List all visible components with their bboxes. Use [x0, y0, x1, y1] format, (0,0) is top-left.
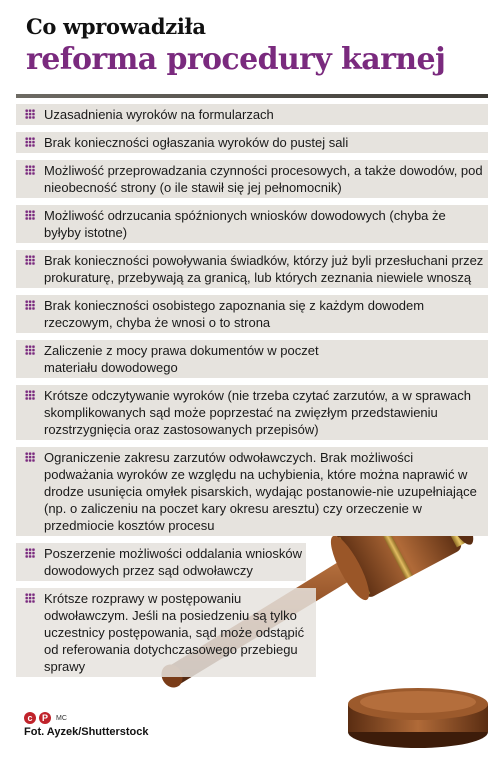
logo-suffix: MC — [56, 714, 67, 722]
photo-credit — [24, 712, 149, 738]
publisher-logo — [24, 712, 149, 724]
list-item — [16, 104, 488, 125]
dotted-square-icon — [25, 300, 35, 310]
logo-mark-p: P — [39, 712, 51, 724]
list-item — [16, 385, 488, 440]
dotted-square-icon — [25, 452, 35, 462]
dotted-square-icon — [25, 345, 35, 355]
infographic-card — [16, 8, 488, 752]
list-item-text: Brak konieczności powoływania świadków, którzy już byli przesłuchani przez prokuraturę, przebywają za granicą, lub których zeznania niewiele wnoszą — [44, 253, 484, 285]
list-item-text: Krótsze rozprawy w postępowaniu odwoławczym. Jeśli na posiedzeniu są tylko uczestnicy postępowania, sąd może odstąpić od referowania dotychczasowego przebiegu sprawy — [44, 591, 305, 674]
list-item — [16, 543, 306, 581]
list-item-text: Ograniczenie zakresu zarzutów odwoławczych. Brak możliwości podważania wyroków ze względu na uchybienia, które można naprawić w drodze usunięcia omyłek pisarskich, wydając postanowie-nie uzupełniające (np. o zaliczeniu na poczet kary okresu aresztu) czy orzeczenie w przedmiocie kosztów procesu — [44, 450, 477, 533]
list-item-text: Brak konieczności osobistego zapoznania się z każdym dowodem rzeczowym, chyba że wnosi o to strona — [44, 298, 425, 330]
list-item-text: Zaliczenie z mocy prawa dokumentów w poczet materiału dowodowego — [44, 343, 319, 375]
dotted-square-icon — [25, 165, 35, 175]
list-item — [16, 205, 488, 243]
list-item — [16, 340, 488, 378]
list-item-text: Możliwość przeprowadzania czynności procesowych, a także dowodów, pod nieobecność strony (o ile stawił się jej pełnomocnik) — [44, 163, 483, 195]
list-item-text: Krótsze odczytywanie wyroków (nie trzeba czytać zarzutów, a w sprawach skomplikowanych sąd może poprzestać na zwięzłym przedstawieniu rozstrzygnięcia oraz zastosowanych przepisów) — [44, 388, 472, 437]
dotted-square-icon — [25, 137, 35, 147]
list-item-text: Możliwość odrzucania spóźnionych wniosków dowodowych (chyba że byłyby istotne) — [44, 208, 446, 240]
dotted-square-icon — [25, 390, 35, 400]
reform-list — [16, 104, 488, 684]
list-item — [16, 132, 488, 153]
list-item-text: Brak konieczności ogłaszania wyroków do pustej sali — [44, 135, 349, 150]
list-item — [16, 160, 488, 198]
dotted-square-icon — [25, 255, 35, 265]
title-line-2: reforma procedury karnej — [26, 42, 446, 77]
title-line-1: Co wprowadziła — [26, 14, 206, 39]
dotted-square-icon — [25, 210, 35, 220]
list-item-text: Uzasadnienia wyroków na formularzach — [44, 107, 274, 122]
list-item-text: Poszerzenie możliwości oddalania wniosków dowodowych przez sąd odwoławczy — [44, 546, 302, 578]
dotted-square-icon — [25, 548, 35, 558]
list-item — [16, 295, 488, 333]
dotted-square-icon — [25, 593, 35, 603]
logo-mark-c: c — [24, 712, 36, 724]
list-item — [16, 447, 488, 536]
list-item — [16, 250, 488, 288]
title-divider — [16, 94, 488, 98]
dotted-square-icon — [25, 109, 35, 119]
list-item — [16, 588, 316, 677]
credit-text: Fot. Ayzek/Shutterstock — [24, 726, 149, 738]
